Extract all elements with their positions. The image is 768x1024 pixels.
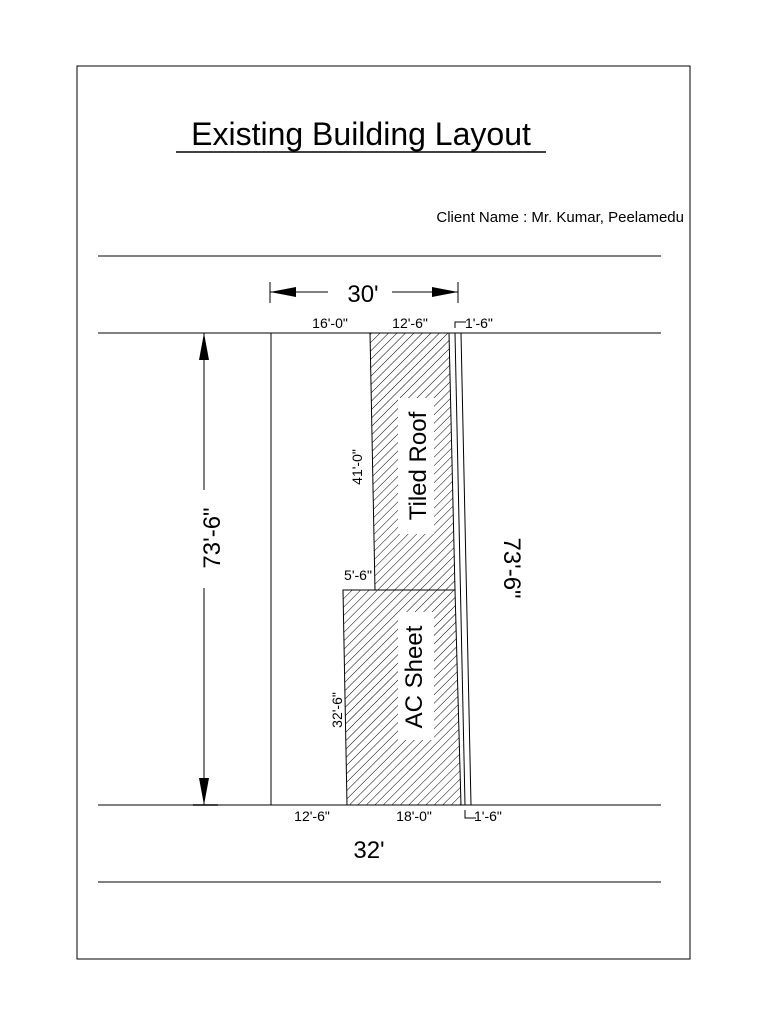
- page-title: Existing Building Layout: [191, 116, 531, 152]
- bottom-mid-dimension: 18'-0": [396, 808, 432, 824]
- client-name: Client Name : Mr. Kumar, Peelamedu: [436, 209, 684, 226]
- tiled-roof-label: Tiled Roof: [405, 411, 432, 521]
- ac-height-dimension: 32'-6": [329, 692, 345, 728]
- tiled-height-dimension: 41'-0": [349, 449, 365, 485]
- top-left-dimension: 16'-0": [312, 315, 348, 331]
- ac-sheet-label: AC Sheet: [401, 625, 428, 729]
- step-dimension: 5'-6": [344, 567, 372, 583]
- top-width-label: 30': [347, 281, 379, 308]
- bottom-width-label: 32': [353, 837, 385, 864]
- left-length-label: 73'-6": [199, 507, 226, 569]
- right-length-label: 73'-6": [498, 537, 525, 599]
- bottom-right-dimension: 1'-6": [474, 808, 502, 824]
- bottom-left-dimension: 12'-6": [294, 808, 330, 824]
- top-mid-dimension: 12'-6": [392, 315, 428, 331]
- top-right-dimension: 1'-6": [465, 315, 493, 331]
